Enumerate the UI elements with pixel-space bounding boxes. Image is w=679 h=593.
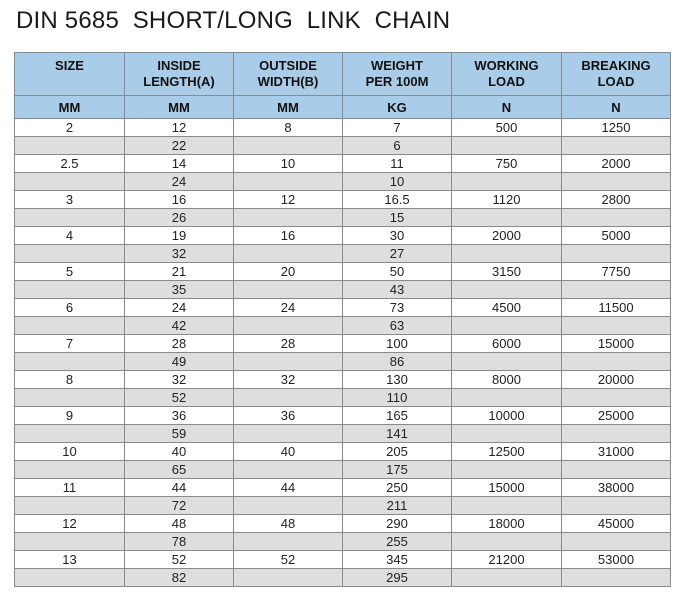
table-row <box>15 299 671 317</box>
table-row <box>15 461 671 479</box>
size-cell: 12 <box>15 515 125 533</box>
outside-width-cell <box>234 461 343 479</box>
weight-cell: 27 <box>343 245 452 263</box>
outside-width-cell: 36 <box>234 407 343 425</box>
inside-length-cell: 48 <box>125 515 234 533</box>
size-cell: 2.5 <box>15 155 125 173</box>
breaking-load-cell <box>562 569 671 587</box>
breaking-load-cell: 2000 <box>562 155 671 173</box>
inside-length-cell: 40 <box>125 443 234 461</box>
weight-cell: 295 <box>343 569 452 587</box>
table-row <box>15 263 671 281</box>
inside-length-cell: 52 <box>125 389 234 407</box>
working-load-cell <box>452 209 562 227</box>
inside-length-cell: 22 <box>125 137 234 155</box>
inside-length-cell: 24 <box>125 299 234 317</box>
unit-breaking-load: N <box>562 96 671 119</box>
size-cell <box>15 245 125 263</box>
table-body <box>15 119 671 587</box>
size-cell <box>15 569 125 587</box>
inside-length-cell: 32 <box>125 245 234 263</box>
table-row <box>15 389 671 407</box>
outside-width-cell <box>234 173 343 191</box>
table-row <box>15 479 671 497</box>
weight-cell: 175 <box>343 461 452 479</box>
inside-length-cell: 28 <box>125 335 234 353</box>
breaking-load-cell <box>562 533 671 551</box>
inside-length-cell: 42 <box>125 317 234 335</box>
outside-width-cell <box>234 281 343 299</box>
inside-length-cell: 44 <box>125 479 234 497</box>
table-row <box>15 245 671 263</box>
outside-width-cell: 52 <box>234 551 343 569</box>
table-row <box>15 407 671 425</box>
working-load-cell <box>452 173 562 191</box>
inside-length-cell: 24 <box>125 173 234 191</box>
table-row <box>15 191 671 209</box>
header-row-units <box>15 96 671 119</box>
breaking-load-cell <box>562 245 671 263</box>
outside-width-cell <box>234 425 343 443</box>
inside-length-cell: 59 <box>125 425 234 443</box>
breaking-load-cell: 38000 <box>562 479 671 497</box>
weight-cell: 73 <box>343 299 452 317</box>
working-load-cell: 21200 <box>452 551 562 569</box>
outside-width-cell <box>234 533 343 551</box>
breaking-load-cell: 53000 <box>562 551 671 569</box>
header-outside-width: OUTSIDE WIDTH(B) <box>234 53 343 96</box>
table-row <box>15 497 671 515</box>
outside-width-cell: 44 <box>234 479 343 497</box>
working-load-cell: 8000 <box>452 371 562 389</box>
header-breaking-load: BREAKING LOAD <box>562 53 671 96</box>
weight-cell: 10 <box>343 173 452 191</box>
breaking-load-cell <box>562 461 671 479</box>
inside-length-cell: 12 <box>125 119 234 137</box>
breaking-load-cell: 7750 <box>562 263 671 281</box>
inside-length-cell: 14 <box>125 155 234 173</box>
header-size: SIZE <box>15 53 125 96</box>
weight-cell: 30 <box>343 227 452 245</box>
table-row <box>15 443 671 461</box>
page-title: DIN 5685 SHORT/LONG LINK CHAIN <box>16 7 451 34</box>
breaking-load-cell: 31000 <box>562 443 671 461</box>
working-load-cell: 18000 <box>452 515 562 533</box>
inside-length-cell: 72 <box>125 497 234 515</box>
outside-width-cell <box>234 389 343 407</box>
size-cell <box>15 317 125 335</box>
inside-length-cell: 65 <box>125 461 234 479</box>
outside-width-cell: 8 <box>234 119 343 137</box>
weight-cell: 7 <box>343 119 452 137</box>
working-load-cell <box>452 425 562 443</box>
header-weight: WEIGHT PER 100M <box>343 53 452 96</box>
working-load-cell <box>452 497 562 515</box>
weight-cell: 63 <box>343 317 452 335</box>
size-cell <box>15 533 125 551</box>
unit-working-load: N <box>452 96 562 119</box>
working-load-cell <box>452 461 562 479</box>
working-load-cell: 15000 <box>452 479 562 497</box>
working-load-cell: 1120 <box>452 191 562 209</box>
table-row <box>15 209 671 227</box>
table-row <box>15 119 671 137</box>
working-load-cell <box>452 533 562 551</box>
size-cell <box>15 461 125 479</box>
weight-cell: 205 <box>343 443 452 461</box>
working-load-cell: 750 <box>452 155 562 173</box>
breaking-load-cell: 15000 <box>562 335 671 353</box>
table-row <box>15 551 671 569</box>
weight-cell: 110 <box>343 389 452 407</box>
working-load-cell: 500 <box>452 119 562 137</box>
table-row <box>15 155 671 173</box>
size-cell: 13 <box>15 551 125 569</box>
breaking-load-cell <box>562 497 671 515</box>
unit-weight: KG <box>343 96 452 119</box>
outside-width-cell: 32 <box>234 371 343 389</box>
table-row <box>15 371 671 389</box>
outside-width-cell <box>234 209 343 227</box>
inside-length-cell: 49 <box>125 353 234 371</box>
breaking-load-cell: 11500 <box>562 299 671 317</box>
breaking-load-cell: 45000 <box>562 515 671 533</box>
table-row <box>15 425 671 443</box>
working-load-cell: 12500 <box>452 443 562 461</box>
table-row <box>15 353 671 371</box>
size-cell <box>15 497 125 515</box>
weight-cell: 16.5 <box>343 191 452 209</box>
breaking-load-cell: 1250 <box>562 119 671 137</box>
table-row <box>15 137 671 155</box>
inside-length-cell: 19 <box>125 227 234 245</box>
breaking-load-cell <box>562 389 671 407</box>
size-cell: 8 <box>15 371 125 389</box>
working-load-cell <box>452 137 562 155</box>
weight-cell: 100 <box>343 335 452 353</box>
unit-outside-width: MM <box>234 96 343 119</box>
weight-cell: 345 <box>343 551 452 569</box>
breaking-load-cell <box>562 137 671 155</box>
inside-length-cell: 52 <box>125 551 234 569</box>
weight-cell: 141 <box>343 425 452 443</box>
outside-width-cell <box>234 137 343 155</box>
working-load-cell: 4500 <box>452 299 562 317</box>
outside-width-cell: 28 <box>234 335 343 353</box>
breaking-load-cell: 2800 <box>562 191 671 209</box>
outside-width-cell <box>234 245 343 263</box>
breaking-load-cell <box>562 425 671 443</box>
table-row <box>15 173 671 191</box>
size-cell <box>15 389 125 407</box>
size-cell <box>15 425 125 443</box>
weight-cell: 86 <box>343 353 452 371</box>
inside-length-cell: 16 <box>125 191 234 209</box>
working-load-cell: 2000 <box>452 227 562 245</box>
outside-width-cell: 48 <box>234 515 343 533</box>
working-load-cell: 3150 <box>452 263 562 281</box>
inside-length-cell: 78 <box>125 533 234 551</box>
outside-width-cell: 40 <box>234 443 343 461</box>
breaking-load-cell: 25000 <box>562 407 671 425</box>
outside-width-cell <box>234 317 343 335</box>
working-load-cell <box>452 353 562 371</box>
weight-cell: 165 <box>343 407 452 425</box>
weight-cell: 130 <box>343 371 452 389</box>
weight-cell: 15 <box>343 209 452 227</box>
breaking-load-cell <box>562 317 671 335</box>
working-load-cell <box>452 389 562 407</box>
outside-width-cell: 16 <box>234 227 343 245</box>
outside-width-cell <box>234 353 343 371</box>
size-cell: 6 <box>15 299 125 317</box>
inside-length-cell: 26 <box>125 209 234 227</box>
outside-width-cell: 20 <box>234 263 343 281</box>
breaking-load-cell <box>562 281 671 299</box>
weight-cell: 250 <box>343 479 452 497</box>
header-inside-length: INSIDE LENGTH(A) <box>125 53 234 96</box>
outside-width-cell: 10 <box>234 155 343 173</box>
table-row <box>15 317 671 335</box>
weight-cell: 50 <box>343 263 452 281</box>
size-cell: 4 <box>15 227 125 245</box>
working-load-cell <box>452 317 562 335</box>
size-cell: 7 <box>15 335 125 353</box>
weight-cell: 255 <box>343 533 452 551</box>
breaking-load-cell: 20000 <box>562 371 671 389</box>
working-load-cell <box>452 569 562 587</box>
outside-width-cell <box>234 497 343 515</box>
inside-length-cell: 36 <box>125 407 234 425</box>
table-header <box>15 53 671 119</box>
working-load-cell: 6000 <box>452 335 562 353</box>
size-cell: 11 <box>15 479 125 497</box>
size-cell: 3 <box>15 191 125 209</box>
weight-cell: 6 <box>343 137 452 155</box>
working-load-cell <box>452 281 562 299</box>
inside-length-cell: 32 <box>125 371 234 389</box>
table-row <box>15 515 671 533</box>
weight-cell: 290 <box>343 515 452 533</box>
size-cell: 2 <box>15 119 125 137</box>
outside-width-cell: 12 <box>234 191 343 209</box>
inside-length-cell: 21 <box>125 263 234 281</box>
unit-size: MM <box>15 96 125 119</box>
breaking-load-cell <box>562 353 671 371</box>
breaking-load-cell <box>562 173 671 191</box>
breaking-load-cell: 5000 <box>562 227 671 245</box>
size-cell <box>15 353 125 371</box>
unit-inside-length: MM <box>125 96 234 119</box>
weight-cell: 11 <box>343 155 452 173</box>
inside-length-cell: 82 <box>125 569 234 587</box>
size-cell <box>15 209 125 227</box>
working-load-cell <box>452 245 562 263</box>
size-cell <box>15 281 125 299</box>
weight-cell: 43 <box>343 281 452 299</box>
table-row <box>15 533 671 551</box>
header-row-labels <box>15 53 671 96</box>
size-cell: 5 <box>15 263 125 281</box>
size-cell: 9 <box>15 407 125 425</box>
table-row <box>15 335 671 353</box>
size-cell <box>15 137 125 155</box>
chain-spec-table <box>14 52 671 587</box>
table-row <box>15 227 671 245</box>
table-row <box>15 569 671 587</box>
size-cell: 10 <box>15 443 125 461</box>
table-row <box>15 281 671 299</box>
breaking-load-cell <box>562 209 671 227</box>
header-working-load: WORKING LOAD <box>452 53 562 96</box>
working-load-cell: 10000 <box>452 407 562 425</box>
inside-length-cell: 35 <box>125 281 234 299</box>
weight-cell: 211 <box>343 497 452 515</box>
size-cell <box>15 173 125 191</box>
outside-width-cell: 24 <box>234 299 343 317</box>
outside-width-cell <box>234 569 343 587</box>
